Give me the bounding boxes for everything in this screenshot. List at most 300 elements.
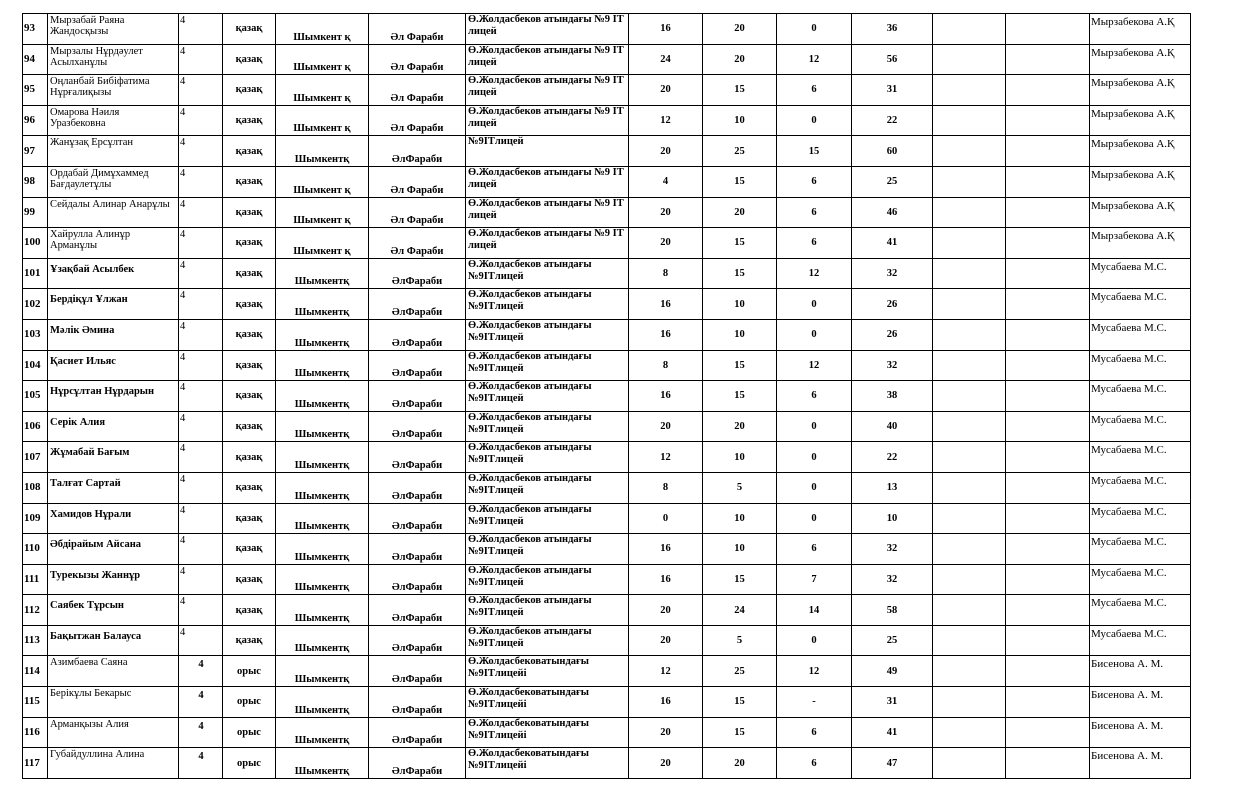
table-row — [23, 442, 1219, 473]
total-score: 60 — [852, 136, 933, 167]
table-row — [23, 166, 1219, 197]
total-score: 41 — [852, 717, 933, 748]
empty-cell — [933, 258, 1006, 289]
edge-cell — [1191, 748, 1219, 779]
empty-cell — [1006, 350, 1090, 381]
table-row — [23, 748, 1219, 779]
city: Шымкент қ — [276, 14, 369, 45]
school: Ө.Жолдасбеков атындағы №9 IT лицей — [466, 228, 629, 259]
teacher-name: Бисенова А. М. — [1090, 656, 1191, 687]
empty-cell — [933, 350, 1006, 381]
language: қазақ — [223, 75, 276, 106]
city: Шымкент қ — [276, 44, 369, 75]
score-1: 20 — [629, 197, 703, 228]
language: орыс — [223, 748, 276, 779]
student-name: Мырзабай Раяна Жандосқызы — [48, 14, 179, 45]
empty-cell — [1006, 656, 1090, 687]
total-score: 26 — [852, 289, 933, 320]
district: ӘлФараби — [369, 442, 466, 473]
district: Әл Фараби — [369, 75, 466, 106]
score-3: - — [777, 687, 852, 718]
city: Шымкентқ — [276, 258, 369, 289]
row-number: 99 — [23, 197, 48, 228]
score-3: 0 — [777, 503, 852, 534]
school: Ө.Жолдасбеков атындағы №9 IT лицей — [466, 197, 629, 228]
student-name: Талғат Сартай — [48, 472, 179, 503]
score-3: 6 — [777, 228, 852, 259]
empty-cell — [933, 105, 1006, 136]
row-number: 94 — [23, 44, 48, 75]
language: қазақ — [223, 14, 276, 45]
score-2: 25 — [703, 136, 777, 167]
city: Шымкентқ — [276, 564, 369, 595]
school: Ө.Жолдасбековатындағы №9ITлицейі — [466, 717, 629, 748]
score-2: 15 — [703, 350, 777, 381]
school: Ө.Жолдасбеков атындағы №9ITлицей — [466, 381, 629, 412]
score-1: 4 — [629, 166, 703, 197]
row-number: 115 — [23, 687, 48, 718]
score-2: 25 — [703, 656, 777, 687]
empty-cell — [933, 319, 1006, 350]
edge-cell — [1191, 166, 1219, 197]
city: Шымкент қ — [276, 166, 369, 197]
grade: 4 — [179, 166, 223, 197]
grade: 4 — [179, 258, 223, 289]
school: Ө.Жолдасбеков атындағы №9ITлицей — [466, 319, 629, 350]
empty-cell — [933, 136, 1006, 167]
edge-cell — [1191, 289, 1219, 320]
city: Шымкентқ — [276, 717, 369, 748]
empty-cell — [933, 687, 1006, 718]
score-1: 24 — [629, 44, 703, 75]
student-name: Азимбаева Саяна — [48, 656, 179, 687]
score-1: 8 — [629, 350, 703, 381]
language: қазақ — [223, 625, 276, 656]
teacher-name: Мусабаева М.С. — [1090, 564, 1191, 595]
teacher-name: Мырзабекова А.Қ — [1090, 105, 1191, 136]
row-number: 110 — [23, 534, 48, 565]
teacher-name: Мусабаева М.С. — [1090, 381, 1191, 412]
score-1: 16 — [629, 14, 703, 45]
grade: 4 — [179, 319, 223, 350]
student-name: Мырзалы Нұрдәулет Асылханұлы — [48, 44, 179, 75]
edge-cell — [1191, 258, 1219, 289]
empty-cell — [933, 14, 1006, 45]
grade: 4 — [179, 595, 223, 626]
district: ӘлФараби — [369, 687, 466, 718]
edge-cell — [1191, 105, 1219, 136]
teacher-name: Мусабаева М.С. — [1090, 350, 1191, 381]
language: қазақ — [223, 136, 276, 167]
school: Ө.Жолдасбеков атындағы №9ITлицей — [466, 289, 629, 320]
student-name: Турекызы Жаннұр — [48, 564, 179, 595]
teacher-name: Мусабаева М.С. — [1090, 625, 1191, 656]
score-1: 20 — [629, 748, 703, 779]
grade: 4 — [179, 534, 223, 565]
edge-cell — [1191, 75, 1219, 106]
row-number: 104 — [23, 350, 48, 381]
city: Шымкентқ — [276, 442, 369, 473]
grade: 4 — [179, 748, 223, 779]
student-name: Ұзақбай Асылбек — [48, 258, 179, 289]
language: қазақ — [223, 595, 276, 626]
empty-cell — [933, 564, 1006, 595]
school: Ө.Жолдасбеков атындағы №9ITлицей — [466, 503, 629, 534]
student-name: Әбдірайым Айсана — [48, 534, 179, 565]
city: Шымкентқ — [276, 534, 369, 565]
student-name: Жұмабай Бағым — [48, 442, 179, 473]
total-score: 58 — [852, 595, 933, 626]
score-1: 16 — [629, 564, 703, 595]
student-name: Хамидов Нұрали — [48, 503, 179, 534]
empty-cell — [933, 44, 1006, 75]
teacher-name: Мусабаева М.С. — [1090, 289, 1191, 320]
edge-cell — [1191, 14, 1219, 45]
score-3: 12 — [777, 656, 852, 687]
empty-cell — [933, 656, 1006, 687]
row-number: 109 — [23, 503, 48, 534]
teacher-name: Мусабаева М.С. — [1090, 319, 1191, 350]
city: Шымкентқ — [276, 748, 369, 779]
grade: 4 — [179, 197, 223, 228]
score-2: 15 — [703, 564, 777, 595]
school: Ө.Жолдасбеков атындағы №9ITлицей — [466, 472, 629, 503]
score-2: 10 — [703, 442, 777, 473]
total-score: 31 — [852, 75, 933, 106]
district: Әл Фараби — [369, 44, 466, 75]
district: ӘлФараби — [369, 564, 466, 595]
score-1: 20 — [629, 717, 703, 748]
score-2: 10 — [703, 319, 777, 350]
edge-cell — [1191, 534, 1219, 565]
table-row — [23, 656, 1219, 687]
student-name: Серік Алия — [48, 411, 179, 442]
grade: 4 — [179, 105, 223, 136]
city: Шымкентқ — [276, 136, 369, 167]
teacher-name: Мусабаева М.С. — [1090, 534, 1191, 565]
edge-cell — [1191, 350, 1219, 381]
language: орыс — [223, 687, 276, 718]
score-3: 0 — [777, 319, 852, 350]
score-2: 15 — [703, 228, 777, 259]
grade: 4 — [179, 350, 223, 381]
school: Ө.Жолдасбеков атындағы №9ITлицей — [466, 534, 629, 565]
table-row — [23, 411, 1219, 442]
score-2: 20 — [703, 411, 777, 442]
edge-cell — [1191, 595, 1219, 626]
results-table — [22, 13, 1219, 779]
empty-cell — [933, 75, 1006, 106]
row-number: 106 — [23, 411, 48, 442]
city: Шымкентқ — [276, 625, 369, 656]
empty-cell — [1006, 503, 1090, 534]
table-row — [23, 717, 1219, 748]
table-row — [23, 75, 1219, 106]
score-1: 12 — [629, 442, 703, 473]
city: Шымкентқ — [276, 595, 369, 626]
district: Әл Фараби — [369, 228, 466, 259]
student-name: Бердіқұл Ұлжан — [48, 289, 179, 320]
total-score: 22 — [852, 442, 933, 473]
school: Ө.Жолдасбеков атындағы №9 IT лицей — [466, 105, 629, 136]
city: Шымкентқ — [276, 381, 369, 412]
empty-cell — [1006, 381, 1090, 412]
empty-cell — [1006, 687, 1090, 718]
city: Шымкентқ — [276, 411, 369, 442]
district: ӘлФараби — [369, 411, 466, 442]
table-row — [23, 564, 1219, 595]
grade: 4 — [179, 625, 223, 656]
score-2: 10 — [703, 503, 777, 534]
grade: 4 — [179, 687, 223, 718]
score-1: 16 — [629, 534, 703, 565]
teacher-name: Мусабаева М.С. — [1090, 472, 1191, 503]
score-2: 15 — [703, 75, 777, 106]
score-2: 10 — [703, 534, 777, 565]
edge-cell — [1191, 442, 1219, 473]
empty-cell — [1006, 748, 1090, 779]
city: Шымкентқ — [276, 503, 369, 534]
empty-cell — [933, 503, 1006, 534]
row-number: 108 — [23, 472, 48, 503]
empty-cell — [1006, 75, 1090, 106]
table-row — [23, 258, 1219, 289]
school: Ө.Жолдасбеков атындағы №9 IT лицей — [466, 75, 629, 106]
score-1: 20 — [629, 411, 703, 442]
school: Ө.Жолдасбеков атындағы №9ITлицей — [466, 625, 629, 656]
row-number: 103 — [23, 319, 48, 350]
edge-cell — [1191, 197, 1219, 228]
student-name: Омарова Нәиля Уразбековна — [48, 105, 179, 136]
district: ӘлФараби — [369, 472, 466, 503]
grade: 4 — [179, 44, 223, 75]
score-1: 8 — [629, 472, 703, 503]
score-3: 6 — [777, 381, 852, 412]
grade: 4 — [179, 564, 223, 595]
results-table-body — [23, 14, 1219, 779]
empty-cell — [1006, 289, 1090, 320]
grade: 4 — [179, 289, 223, 320]
empty-cell — [1006, 472, 1090, 503]
city: Шымкентқ — [276, 656, 369, 687]
district: ӘлФараби — [369, 656, 466, 687]
student-name: Мәлік Әмина — [48, 319, 179, 350]
score-1: 8 — [629, 258, 703, 289]
student-name: Ордабай Димұхаммед Бағдаулетұлы — [48, 166, 179, 197]
table-row — [23, 197, 1219, 228]
total-score: 25 — [852, 166, 933, 197]
score-1: 20 — [629, 595, 703, 626]
teacher-name: Мусабаева М.С. — [1090, 411, 1191, 442]
student-name: Қасиет Ильяс — [48, 350, 179, 381]
grade: 4 — [179, 75, 223, 106]
table-row — [23, 289, 1219, 320]
empty-cell — [933, 625, 1006, 656]
language: қазақ — [223, 258, 276, 289]
teacher-name: Мусабаева М.С. — [1090, 503, 1191, 534]
student-name: Хайрулла Алинұр Арманұлы — [48, 228, 179, 259]
teacher-name: Бисенова А. М. — [1090, 748, 1191, 779]
score-3: 0 — [777, 14, 852, 45]
score-3: 15 — [777, 136, 852, 167]
empty-cell — [933, 748, 1006, 779]
district: ӘлФараби — [369, 748, 466, 779]
student-name: Жанұзақ Ерсұлтан — [48, 136, 179, 167]
school: Ө.Жолдасбеков атындағы №9ITлицей — [466, 258, 629, 289]
teacher-name: Бисенова А. М. — [1090, 717, 1191, 748]
student-name: Нұрсұлтан Нұрдарын — [48, 381, 179, 412]
total-score: 46 — [852, 197, 933, 228]
empty-cell — [1006, 136, 1090, 167]
score-1: 20 — [629, 228, 703, 259]
language: қазақ — [223, 319, 276, 350]
table-row — [23, 14, 1219, 45]
row-number: 100 — [23, 228, 48, 259]
total-score: 31 — [852, 687, 933, 718]
district: ӘлФараби — [369, 350, 466, 381]
score-3: 0 — [777, 472, 852, 503]
empty-cell — [1006, 166, 1090, 197]
empty-cell — [1006, 717, 1090, 748]
row-number: 105 — [23, 381, 48, 412]
language: қазақ — [223, 289, 276, 320]
score-1: 16 — [629, 319, 703, 350]
empty-cell — [1006, 258, 1090, 289]
empty-cell — [1006, 534, 1090, 565]
language: қазақ — [223, 228, 276, 259]
total-score: 32 — [852, 258, 933, 289]
teacher-name: Мырзабекова А.Қ — [1090, 14, 1191, 45]
city: Шымкент қ — [276, 105, 369, 136]
score-1: 12 — [629, 656, 703, 687]
district: Әл Фараби — [369, 166, 466, 197]
empty-cell — [1006, 595, 1090, 626]
language: қазақ — [223, 197, 276, 228]
score-3: 6 — [777, 197, 852, 228]
table-row — [23, 595, 1219, 626]
table-row — [23, 534, 1219, 565]
grade: 4 — [179, 411, 223, 442]
score-3: 0 — [777, 442, 852, 473]
score-3: 14 — [777, 595, 852, 626]
total-score: 36 — [852, 14, 933, 45]
score-1: 20 — [629, 136, 703, 167]
empty-cell — [933, 534, 1006, 565]
score-1: 16 — [629, 687, 703, 718]
school: Ө.Жолдасбеков атындағы №9 IT лицей — [466, 44, 629, 75]
total-score: 40 — [852, 411, 933, 442]
score-2: 15 — [703, 166, 777, 197]
total-score: 13 — [852, 472, 933, 503]
edge-cell — [1191, 503, 1219, 534]
empty-cell — [1006, 228, 1090, 259]
empty-cell — [1006, 411, 1090, 442]
empty-cell — [1006, 625, 1090, 656]
edge-cell — [1191, 472, 1219, 503]
district: Әл Фараби — [369, 197, 466, 228]
score-2: 10 — [703, 105, 777, 136]
table-row — [23, 472, 1219, 503]
language: орыс — [223, 717, 276, 748]
row-number: 111 — [23, 564, 48, 595]
language: қазақ — [223, 564, 276, 595]
district: ӘлФараби — [369, 136, 466, 167]
district: ӘлФараби — [369, 319, 466, 350]
row-number: 116 — [23, 717, 48, 748]
row-number: 96 — [23, 105, 48, 136]
city: Шымкент қ — [276, 197, 369, 228]
district: ӘлФараби — [369, 534, 466, 565]
total-score: 47 — [852, 748, 933, 779]
empty-cell — [1006, 14, 1090, 45]
table-row — [23, 503, 1219, 534]
score-3: 0 — [777, 411, 852, 442]
language: қазақ — [223, 472, 276, 503]
district: ӘлФараби — [369, 717, 466, 748]
score-1: 12 — [629, 105, 703, 136]
school: Ө.Жолдасбековатындағы №9ITлицейі — [466, 748, 629, 779]
teacher-name: Мырзабекова А.Қ — [1090, 136, 1191, 167]
empty-cell — [933, 381, 1006, 412]
city: Шымкент қ — [276, 75, 369, 106]
score-3: 12 — [777, 44, 852, 75]
student-name: Арманқызы Алия — [48, 717, 179, 748]
student-name: Берікұлы Бекарыс — [48, 687, 179, 718]
district: Әл Фараби — [369, 105, 466, 136]
total-score: 49 — [852, 656, 933, 687]
score-3: 6 — [777, 717, 852, 748]
teacher-name: Мусабаева М.С. — [1090, 258, 1191, 289]
language: қазақ — [223, 442, 276, 473]
score-3: 0 — [777, 105, 852, 136]
language: қазақ — [223, 534, 276, 565]
row-number: 107 — [23, 442, 48, 473]
teacher-name: Мусабаева М.С. — [1090, 442, 1191, 473]
total-score: 22 — [852, 105, 933, 136]
total-score: 25 — [852, 625, 933, 656]
empty-cell — [1006, 442, 1090, 473]
score-2: 10 — [703, 289, 777, 320]
score-1: 20 — [629, 75, 703, 106]
student-name: Бақытжан Балауса — [48, 625, 179, 656]
total-score: 32 — [852, 350, 933, 381]
empty-cell — [933, 197, 1006, 228]
row-number: 114 — [23, 656, 48, 687]
teacher-name: Мырзабекова А.Қ — [1090, 75, 1191, 106]
language: қазақ — [223, 350, 276, 381]
school: №9ITлицей — [466, 136, 629, 167]
score-2: 5 — [703, 625, 777, 656]
empty-cell — [933, 228, 1006, 259]
language: қазақ — [223, 44, 276, 75]
empty-cell — [933, 166, 1006, 197]
school: Ө.Жолдасбеков атындағы №9ITлицей — [466, 564, 629, 595]
edge-cell — [1191, 381, 1219, 412]
score-1: 0 — [629, 503, 703, 534]
student-name: Саябек Тұрсын — [48, 595, 179, 626]
empty-cell — [1006, 564, 1090, 595]
language: қазақ — [223, 381, 276, 412]
empty-cell — [1006, 44, 1090, 75]
table-row — [23, 105, 1219, 136]
grade: 4 — [179, 503, 223, 534]
total-score: 10 — [852, 503, 933, 534]
total-score: 41 — [852, 228, 933, 259]
total-score: 38 — [852, 381, 933, 412]
score-3: 6 — [777, 166, 852, 197]
district: ӘлФараби — [369, 289, 466, 320]
row-number: 101 — [23, 258, 48, 289]
